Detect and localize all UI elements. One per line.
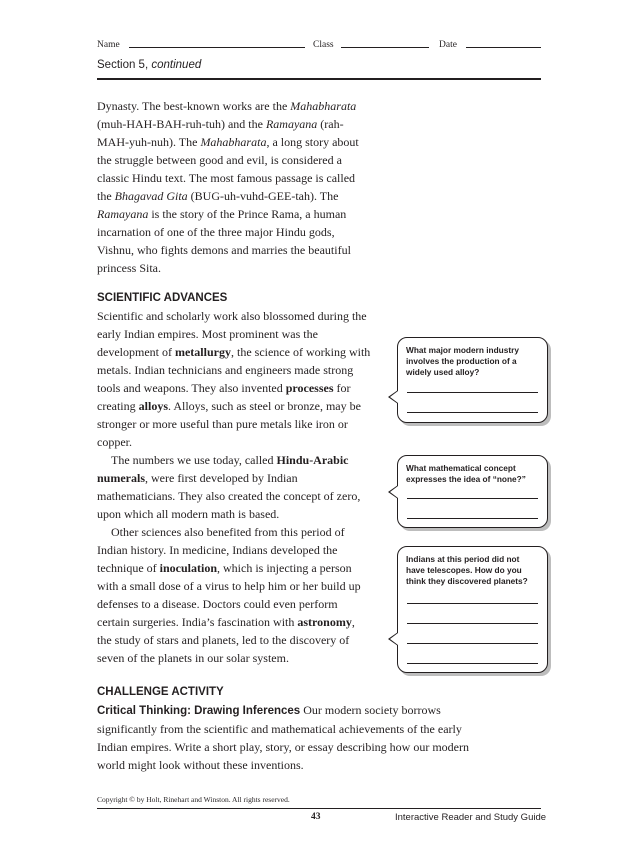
name-line[interactable] — [129, 47, 305, 48]
text-run: Other sciences also benefited from this period of Indian history. In medicine, Indians developed the technique of — [97, 525, 345, 575]
work-title: Mahabharata — [200, 135, 267, 149]
challenge-lead: Critical Thinking: Drawing Inferences — [97, 705, 301, 717]
text-run: The numbers we use today, called — [111, 453, 277, 467]
work-title: Mahabharata — [290, 99, 357, 113]
answer-line[interactable] — [407, 623, 538, 624]
answer-line[interactable] — [407, 498, 538, 499]
class-line[interactable] — [341, 47, 429, 48]
intro-paragraph — [97, 97, 372, 277]
answer-line[interactable] — [407, 603, 538, 604]
question-box-planets — [397, 546, 548, 673]
numerals-paragraph — [97, 451, 372, 523]
text-run: , which is injecting a person with a small dose of a virus to help him or her build up defenses to a disease. Doctors could even perform certain surgeries. India’s fascination with — [97, 561, 361, 629]
answer-line[interactable] — [407, 518, 538, 519]
text-run: , the study of stars and planets, led to the discovery of seven of the planets in our solar system. — [97, 615, 355, 665]
answer-line[interactable] — [407, 643, 538, 644]
section-heading: SCIENTIFIC ADVANCES — [97, 292, 228, 304]
text-run: for creating — [97, 381, 351, 413]
name-label: Name — [97, 40, 120, 50]
question-box-alloy — [397, 337, 548, 423]
medicine-paragraph — [97, 523, 372, 667]
pointer-arrow — [388, 632, 398, 646]
text-run: (muh-HAH-BAH-ruh-tuh) and the — [97, 117, 266, 131]
scientific-section — [97, 289, 372, 667]
text-run: . Alloys, such as steel or bronze, may be stronger or more useful than pure metals like iron or copper. — [97, 399, 361, 449]
challenge-section — [97, 683, 477, 774]
section-label: Section 5, — [97, 59, 149, 71]
text-run: (BUG-uh-vuhd-GEE-tah). The — [187, 189, 339, 203]
guide-title: Interactive Reader and Study Guide — [395, 812, 547, 823]
pointer-arrow — [388, 390, 398, 404]
text-run: , the science of working with metals. Indian technicians and engineers made strong tools and weapons. They also invented — [97, 345, 371, 395]
work-title: Ramayana — [265, 117, 318, 131]
date-line[interactable] — [466, 47, 541, 48]
page-number: 43 — [311, 812, 321, 822]
metallurgy-paragraph — [97, 307, 372, 451]
text-run: Dynasty. The best-known works are the — [97, 99, 291, 113]
text-run: , were first developed by Indian mathematicians. They also created the concept of zero, upon which all modern math is based. — [97, 471, 361, 521]
pointer-arrow — [388, 485, 398, 499]
question-text: What mathematical concept expresses the idea of “none?” — [406, 463, 526, 484]
header-rule — [97, 78, 541, 80]
question-text: Indians at this period did not have telescopes. How do you think they discovered planets? — [406, 554, 528, 586]
text-run: (rah-MAH-yuh-nuh). The — [97, 117, 344, 149]
text-run: , a long story about the struggle between good and evil, is considered a classic Hindu text. The most famous passage is called the — [97, 135, 359, 203]
vocab-term: alloys — [138, 399, 168, 413]
copyright: Copyright © by Holt, Rinehart and Winston. All rights reserved. — [97, 795, 290, 804]
section-continued: continued — [151, 59, 202, 71]
text-run: is the story of the Prince Rama, a human incarnation of one of the three major Hindu gods, Vishnu, who fights demons and marries the beautiful princess Sita. — [97, 207, 351, 275]
vocab-term: astronomy — [297, 615, 352, 629]
answer-line[interactable] — [407, 412, 538, 413]
date-label: Date — [439, 40, 457, 50]
section-title — [97, 59, 201, 71]
question-text: What major modern industry involves the production of a widely used alloy? — [406, 345, 519, 377]
question-box-zero — [397, 455, 548, 528]
text-run: Scientific and scholarly work also blossomed during the early Indian empires. Most prominent was the development of — [97, 309, 367, 359]
vocab-term: Hindu-Arabic numerals — [97, 453, 349, 485]
answer-line[interactable] — [407, 392, 538, 393]
answer-line[interactable] — [407, 663, 538, 664]
work-title: Ramayana — [97, 207, 149, 221]
class-label: Class — [313, 40, 334, 50]
vocab-term: inoculation — [159, 561, 218, 575]
vocab-term: processes — [285, 381, 334, 395]
vocab-term: metallurgy — [174, 345, 231, 359]
footer-rule — [97, 808, 541, 809]
challenge-text: Our modern society borrows significantly from the scientific and mathematical achievements of the early Indian empires. Write a short play, story, or essay describing how our modern world might look without these inventions. — [97, 703, 469, 772]
challenge-heading: CHALLENGE ACTIVITY — [97, 686, 224, 698]
work-title: Bhagavad Gita — [114, 189, 188, 203]
